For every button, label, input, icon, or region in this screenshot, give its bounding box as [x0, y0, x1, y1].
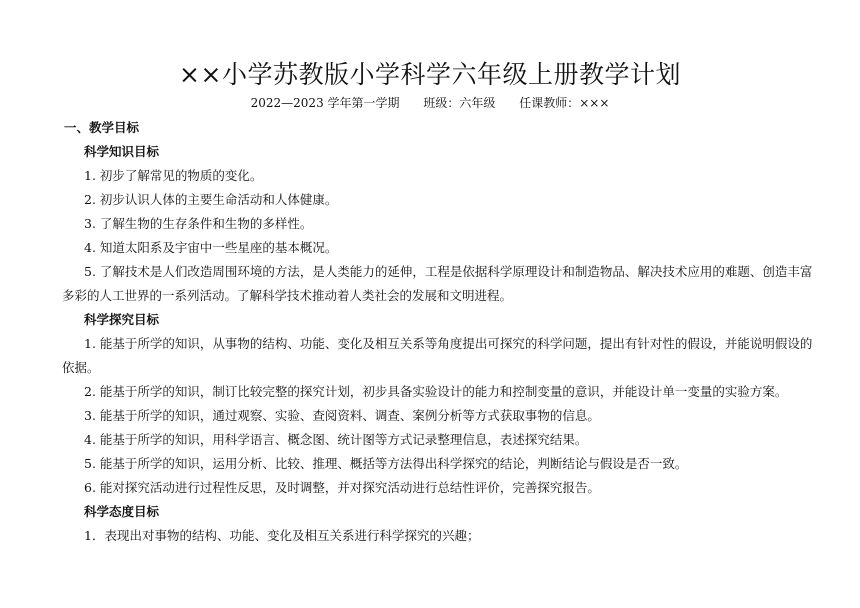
teacher-text: 任课教师：×××	[519, 96, 610, 110]
knowledge-item: 3. 了解生物的生存条件和生物的多样性。	[84, 216, 313, 231]
inquiry-item: 1. 能基于所学的知识，从事物的结构、功能、变化及相互关系等角度提出可探究的科学问题，提出有针对性的假设，并能说明假设的	[84, 336, 813, 351]
attitude-item: 1．表现出对事物的结构、功能、变化及相互关系进行科学探究的兴趣；	[84, 528, 480, 543]
knowledge-item: 5. 了解技术是人们改造周围环境的方法，是人类能力的延伸，工程是依据科学原理设计和制造物品、解决技术应用的难题、创造丰富	[84, 264, 813, 279]
subsection-heading-inquiry: 科学探究目标	[84, 312, 160, 327]
knowledge-item-continuation: 多彩的人工世界的一系列活动。了解科学技术推动着人类社会的发展和文明进程。	[62, 288, 513, 303]
subsection-heading-knowledge: 科学知识目标	[84, 144, 160, 159]
inquiry-item: 5. 能基于所学的知识，运用分析、比较、推理、概括等方法得出科学探究的结论，判断结论与假设是否一致。	[84, 456, 688, 471]
section-heading: 一、教学目标	[64, 120, 140, 135]
knowledge-item: 4. 知道太阳系及宇宙中一些星座的基本概况。	[84, 240, 338, 255]
inquiry-item: 4. 能基于所学的知识，用科学语言、概念图、统计图等方式记录整理信息，表述探究结果。	[84, 432, 588, 447]
inquiry-item: 6. 能对探究活动进行过程性反思，及时调整，并对探究活动进行总结性评价，完善探究报告。	[84, 480, 600, 495]
subsection-heading-attitude: 科学态度目标	[84, 504, 160, 519]
document-title: ××小学苏教版小学科学六年级上册教学计划	[179, 60, 681, 89]
class-text: 班级：六年级	[423, 96, 496, 110]
inquiry-item: 2. 能基于所学的知识，制订比较完整的探究计划，初步具备实验设计的能力和控制变量的意识，并能设计单一变量的实验方案。	[84, 384, 788, 399]
inquiry-item-continuation: 依据。	[62, 360, 100, 375]
inquiry-item: 3. 能基于所学的知识，通过观察、实验、查阅资料、调查、案例分析等方式获取事物的信息。	[84, 408, 600, 423]
knowledge-item: 1. 初步了解常见的物质的变化。	[84, 168, 263, 183]
knowledge-item: 2. 初步认识人体的主要生命活动和人体健康。	[84, 192, 338, 207]
document-subtitle	[0, 95, 860, 111]
term-text: 2022—2023 学年第一学期	[250, 96, 400, 110]
